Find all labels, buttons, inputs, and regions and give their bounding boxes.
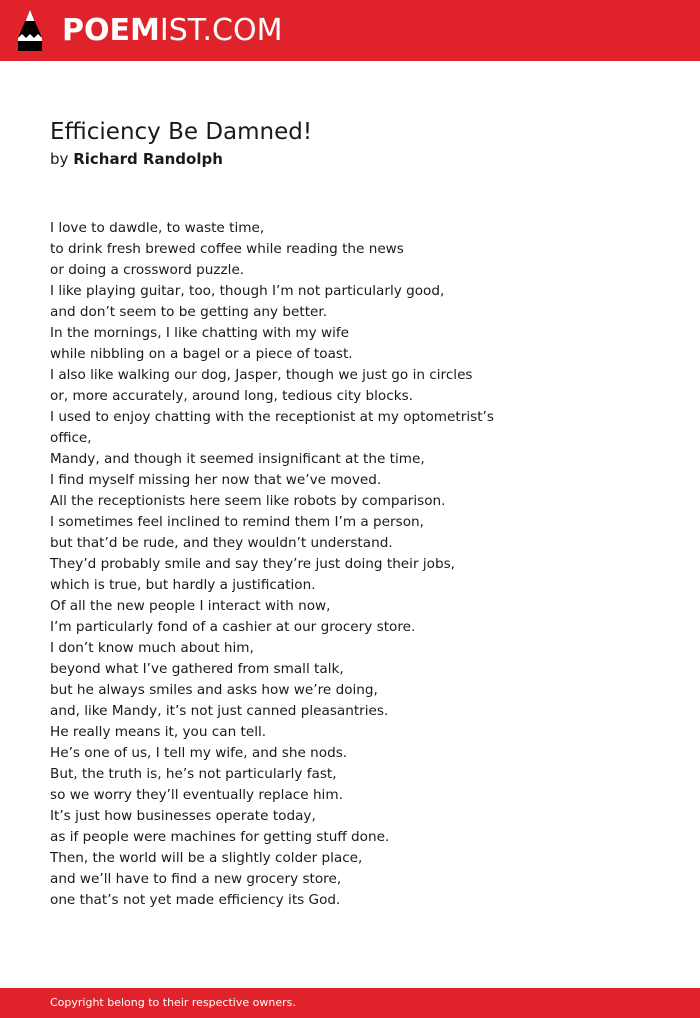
poem-line: All the receptionists here seem like robots by comparison. <box>50 493 446 509</box>
poem-line: Of all the new people I interact with now, <box>50 598 331 614</box>
poem-line: In the mornings, I like chatting with my wife <box>50 325 350 341</box>
poem-line: and, like Mandy, it’s not just canned pleasantries. <box>50 703 389 719</box>
by-label: by <box>50 150 69 168</box>
copyright-notice: Copyright belong to their respective owners. <box>50 996 296 1009</box>
poem-line: office, <box>50 430 92 446</box>
poem-title: Efficiency Be Damned! <box>50 119 313 145</box>
poem-line: Then, the world will be a slightly colder place, <box>50 850 363 866</box>
poem-line: and we’ll have to find a new grocery store, <box>50 871 342 887</box>
author-name: Richard Randolph <box>73 150 223 168</box>
poem-line: They’d probably smile and say they’re just doing their jobs, <box>50 556 455 572</box>
poem-line: which is true, but hardly a justification. <box>50 577 316 593</box>
poem-line: Mandy, and though it seemed insignificant at the time, <box>50 451 425 467</box>
poem-line: I love to dawdle, to waste time, <box>50 220 265 236</box>
poem-line: so we worry they’ll eventually replace him. <box>50 787 343 803</box>
pencil-tip-icon[interactable] <box>18 10 42 51</box>
poem-line: I used to enjoy chatting with the receptionist at my optometrist’s <box>50 409 494 425</box>
poem-line: or doing a crossword puzzle. <box>50 262 245 278</box>
byline <box>50 148 223 170</box>
poem-line: to drink fresh brewed coffee while reading the news <box>50 241 404 257</box>
footer-bar <box>0 988 700 1018</box>
poem-line: He’s one of us, I tell my wife, and she nods. <box>50 745 348 761</box>
poem-line: but that’d be rude, and they wouldn’t understand. <box>50 535 393 551</box>
poem-line: as if people were machines for getting stuff done. <box>50 829 390 845</box>
poem-line: beyond what I’ve gathered from small talk, <box>50 661 344 677</box>
poem-line: and don’t seem to be getting any better. <box>50 304 328 320</box>
poem-line: I find myself missing her now that we’ve moved. <box>50 472 382 488</box>
poem-line: I’m particularly fond of a cashier at our grocery store. <box>50 619 416 635</box>
poem-line: I like playing guitar, too, though I’m not particularly good, <box>50 283 445 299</box>
poem-line: But, the truth is, he’s not particularly fast, <box>50 766 337 782</box>
poem-line: I sometimes feel inclined to remind them I’m a person, <box>50 514 424 530</box>
site-logo[interactable] <box>62 13 282 49</box>
logo-light-part: IST.COM <box>159 13 283 48</box>
poem-line: It’s just how businesses operate today, <box>50 808 316 824</box>
header-bar <box>0 0 700 61</box>
poem-line: one that’s not yet made efficiency its God. <box>50 892 341 908</box>
poem-line: I also like walking our dog, Jasper, though we just go in circles <box>50 367 473 383</box>
poem-body <box>50 218 650 911</box>
poem-line: I don’t know much about him, <box>50 640 254 656</box>
logo-bold-part: POEM <box>62 13 160 48</box>
poem-line: or, more accurately, around long, tedious city blocks. <box>50 388 414 404</box>
poem-line: while nibbling on a bagel or a piece of toast. <box>50 346 353 362</box>
poem-line: He really means it, you can tell. <box>50 724 267 740</box>
poem-line: but he always smiles and asks how we’re doing, <box>50 682 378 698</box>
